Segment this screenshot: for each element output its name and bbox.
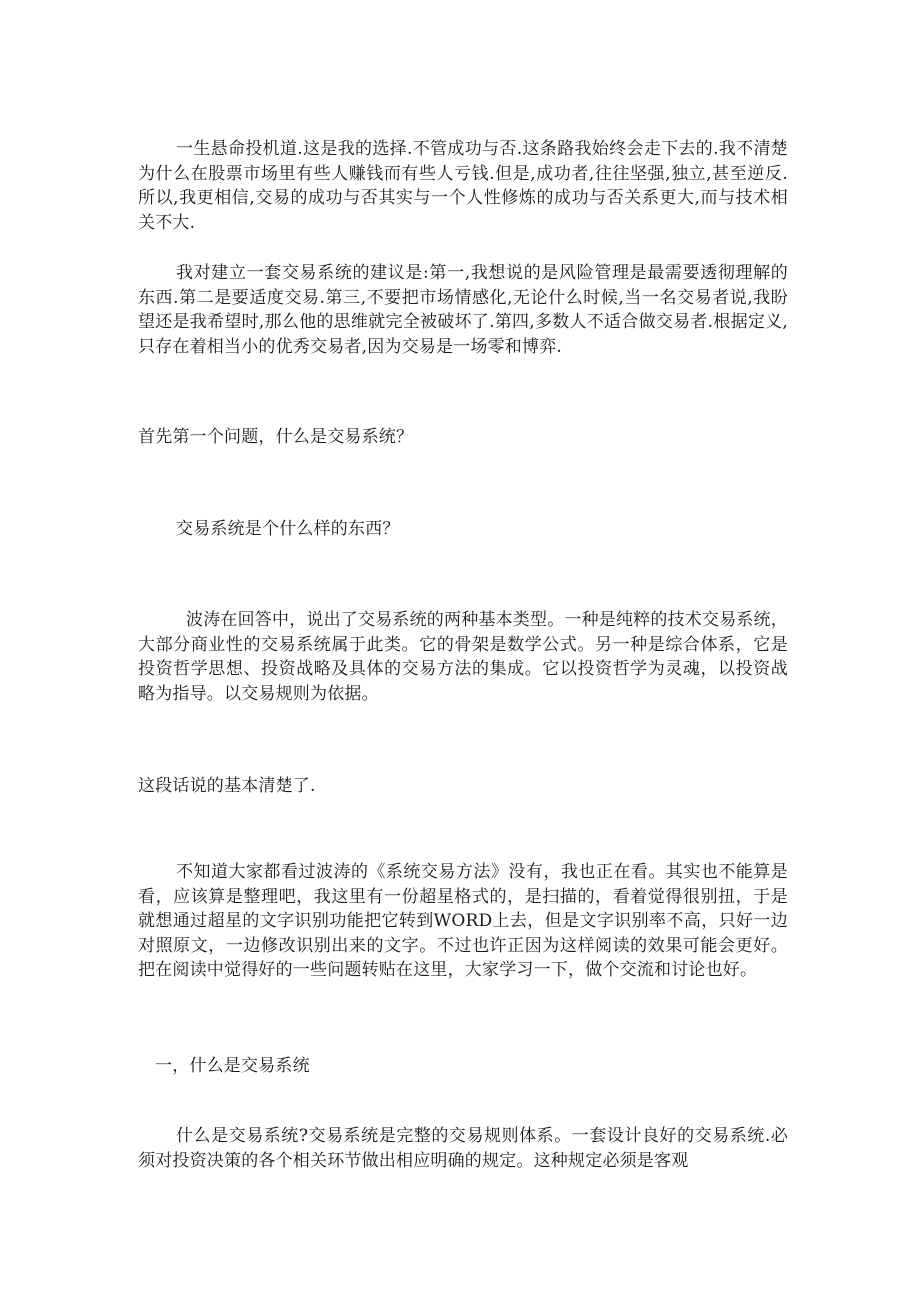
paragraph-two-types: 波涛在回答中，说出了交易系统的两种基本类型。一种是纯粹的技术交易系统，大部分商业性的交易系统属于此类。它的骨架是数学公式。另一种是综合体系，它是投资哲学思想、投资战略及具体的交易方法的集成。它以投资哲学为灵魂，以投资战略为指导。以交易规则为依据。 bbox=[138, 610, 788, 704]
paragraph-investment-path: 一生悬命投机道.这是我的选择.不管成功与否.这条路我始终会走下去的.我不清楚为什么在股票市场里有些人赚钱而有些人亏钱.但是,成功者,往往坚强,独立,甚至逆反.所以,我更相信,交易的成功与否其实与一个人性修炼的成功与否关系更大,而与技术相关不大. bbox=[138, 139, 788, 233]
paragraph-reading-notes: 不知道大家都看过波涛的《系统交易方法》没有，我也正在看。其实也不能算是看，应该算是整理吧，我这里有一份超星格式的，是扫描的，看着觉得很别扭，于是就想通过超星的文字识别功能把它转到WORD上去，但是文字识别率不高，只好一边对照原文，一边修改识别出来的文字。不过也许正因为这样阅读的效果可能会更好。把在阅读中觉得好的一些问题转贴在这里，大家学习一下，做个交流和讨论也好。 bbox=[138, 862, 788, 980]
heading-first-question: 首先第一个问题，什么是交易系统？ bbox=[138, 427, 414, 447]
section-heading-what-is-trading-system: 一，什么是交易系统 bbox=[155, 1056, 310, 1076]
paragraph-what-is-system: 交易系统是个什么样的东西？ bbox=[176, 519, 400, 539]
paragraph-system-advice: 我对建立一套交易系统的建议是:第一,我想说的是风险管理是最需要透彻理解的东西.第二是要适度交易.第三,不要把市场情感化,无论什么时候,当一名交易者说,我盼望还是我希望时,那么他的思维就完全被破坏了.第四,多数人不适合做交易者.根据定义,只存在着相当小的优秀交易者,因为交易是一场零和博弈. bbox=[138, 263, 788, 357]
paragraph-clear-statement: 这段话说的基本清楚了. bbox=[138, 776, 316, 796]
paragraph-definition: 什么是交易系统?交易系统是完整的交易规则体系。一套设计良好的交易系统.必须对投资决策的各个相关环节做出相应明确的规定。这种规定必须是客观 bbox=[138, 1126, 788, 1171]
